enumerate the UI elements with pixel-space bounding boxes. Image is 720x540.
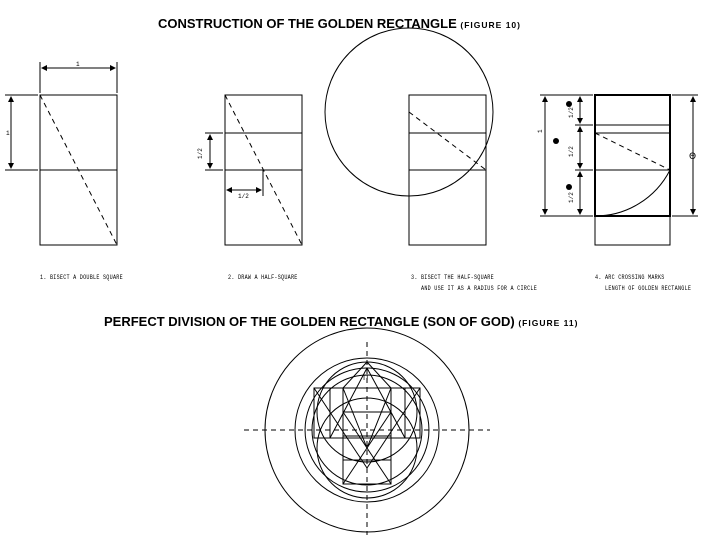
outer-circle [265, 328, 469, 532]
step4-diagram [537, 95, 698, 245]
half-horizontal-label: 1/2 [238, 193, 249, 200]
figure10-label: (FIGURE 10) [460, 20, 521, 30]
step4-caption-line1: 4. ARC CROSSING MARKS [595, 274, 665, 281]
crossing-arc [595, 170, 670, 216]
width-label: 1 [76, 61, 80, 68]
step1-diagram [5, 61, 117, 245]
step1-caption: 1. BISECT A DOUBLE SQUARE [40, 274, 123, 281]
fig4-lower-half-label: 1/2 [568, 192, 575, 203]
step3-caption-line1: 3. BISECT THE HALF-SQUARE [411, 274, 494, 281]
phi-mark-icon [566, 101, 572, 107]
fig4-one-label: 1 [537, 129, 544, 133]
figure11-diagram [244, 328, 490, 535]
step2-diagram [197, 95, 302, 245]
figure11-label: (FIGURE 11) [518, 318, 579, 328]
height-label: 1 [6, 130, 10, 137]
half-vertical-label: 1/2 [197, 148, 204, 159]
step3-diagram [325, 28, 493, 245]
half-square-diagonal [409, 112, 486, 170]
half-square-diagonal [595, 133, 670, 170]
phi-mark-icon [553, 138, 559, 144]
step4-caption-line2: LENGTH OF GOLDEN RECTANGLE [605, 285, 692, 292]
figure11-title-text: PERFECT DIVISION OF THE GOLDEN RECTANGLE (SON OF GOD) [104, 314, 515, 329]
center-mark: Π [363, 374, 369, 382]
fig4-upper-half-label: 1/2 [568, 107, 575, 118]
phi-label: Θ [689, 152, 697, 162]
step3-caption-line2: AND USE IT AS A RADIUS FOR A CIRCLE [421, 285, 538, 292]
figure10-title-text: CONSTRUCTION OF THE GOLDEN RECTANGLE [158, 16, 457, 31]
fig4-middle-label: 1/2 [568, 146, 575, 157]
step2-caption: 2. DRAW A HALF-SQUARE [228, 274, 298, 281]
phi-mark-icon [566, 184, 572, 190]
golden-rectangle [595, 95, 670, 216]
